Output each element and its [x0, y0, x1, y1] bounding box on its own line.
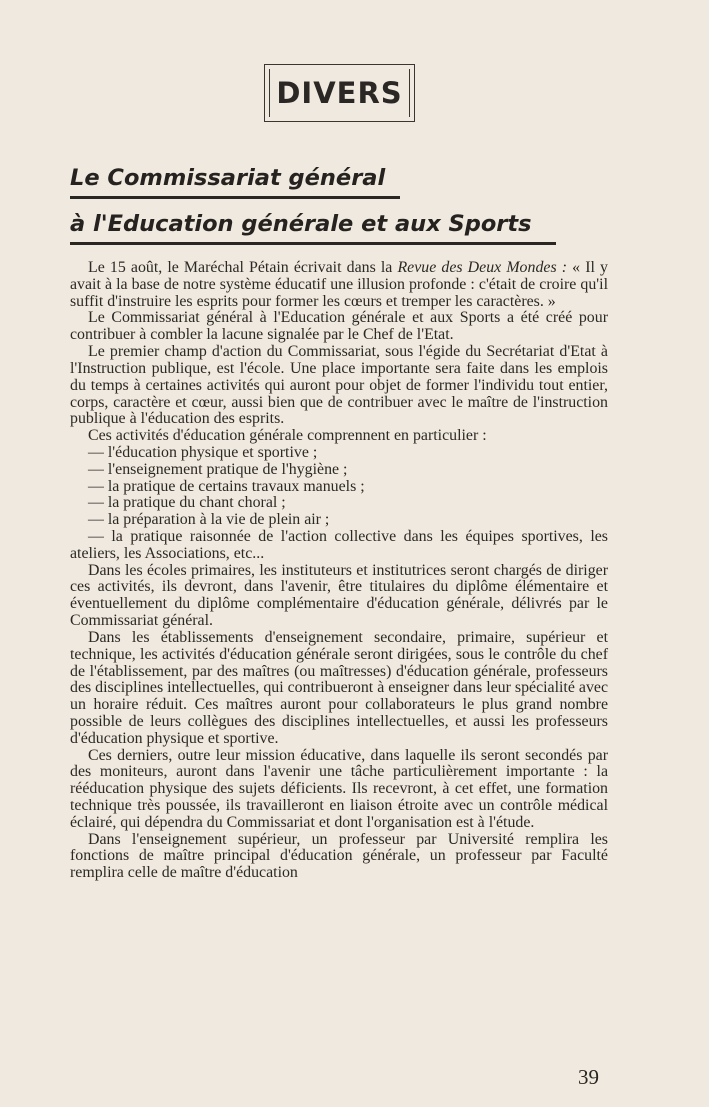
list-item: — la pratique raisonnée de l'action collective dans les équipes sportives, les ateliers, les Associations, etc...	[70, 528, 608, 562]
section-header-inner	[269, 69, 410, 117]
list-item: — l'enseignement pratique de l'hygiène ;	[88, 460, 348, 478]
title-underline-1	[70, 196, 400, 199]
article-title-line-1: Le Commissariat général	[70, 165, 386, 191]
paragraph-5: Dans les écoles primaires, les instituteurs et institutrices seront chargés de diriger ces activités, ils devront, dans l'avenir, être titulaires du diplôme élémentaire et éventuellement du diplôme complémentaire d'éducation générale, délivrés par le Commissariat général.	[70, 561, 608, 630]
list-item: — la pratique du chant choral ;	[88, 494, 286, 512]
paragraph-7: Ces derniers, outre leur mission éducative, dans laquelle ils seront secondés par des moniteurs, auront dans l'avenir une tâche particulièrement importante : la rééducation physique des sujets déficients. Ils recevront, à cet effet, une formation technique très poussée, ils travailleront en liaison étroite avec un contrôle médical éclairé, qui dépendra du Commissariat et dont l'organisation est à l'étude.	[70, 746, 608, 831]
paragraph-6: Dans les établissements d'enseignement secondaire, primaire, supérieur et technique, les activités d'éducation générale seront dirigées, sous le contrôle du chef de l'établissement, par des maîtres (ou maîtresses) d'éducation générale, professeurs des disciplines intellectuelles, qui contribueront à enseigner dans leur spécialité avec un horaire réduit. Ces maîtres auront pour collaborateurs le plus grand nombre possible de leurs collègues des disciplines intellectuelles, et aussi les professeurs d'éducation physique et sportive.	[70, 628, 608, 747]
section-title: DIVERS	[276, 76, 403, 110]
title-underline-2	[70, 242, 556, 245]
paragraph-1	[70, 260, 608, 310]
page-number: 39	[578, 1065, 599, 1089]
article-title-line-2: à l'Education générale et aux Sports	[70, 211, 532, 237]
section-header-box	[264, 64, 415, 122]
list-item: — la préparation à la vie de plein air ;	[88, 511, 330, 529]
paragraph-4: Ces activités d'éducation générale comprennent en particulier :	[88, 427, 487, 445]
journal-name: Revue des Deux Mondes :	[397, 259, 568, 276]
paragraph-3: Le premier champ d'action du Commissariat, sous l'égide du Secrétariat d'Etat à l'Instruction publique, est l'école. Une place importante sera faite dans les emplois du temps à certaines activités qui auront pour objet de former l'individu tout entier, corps, caractère et cœur, aussi bien que de contribuer avec le maître de l'instruction publique à l'éducation des esprits.	[70, 343, 608, 428]
paragraph-2: Le Commissariat général à l'Education générale et aux Sports a été créé pour contribuer à combler la lacune signalée par le Chef de l'Etat.	[70, 309, 608, 344]
paragraph-8: Dans l'enseignement supérieur, un professeur par Université remplira les fonctions de maître principal d'éducation générale, un professeur par Faculté remplira celle de maître d'éducation	[70, 830, 608, 882]
paragraph-1-intro: Le 15 août, le Maréchal Pétain écrivait dans la	[88, 259, 398, 276]
paragraph-1-quote: « Il y avait à la base de notre système éducatif une illusion profonde : c'était de croire qu'il suffit d'instruire les esprits pour former les cœurs et tremper les caractères. »	[70, 259, 608, 310]
list-item: — la pratique de certains travaux manuels ;	[88, 477, 365, 495]
list-item: — l'éducation physique et sportive ;	[88, 443, 318, 461]
article-body	[70, 260, 608, 882]
